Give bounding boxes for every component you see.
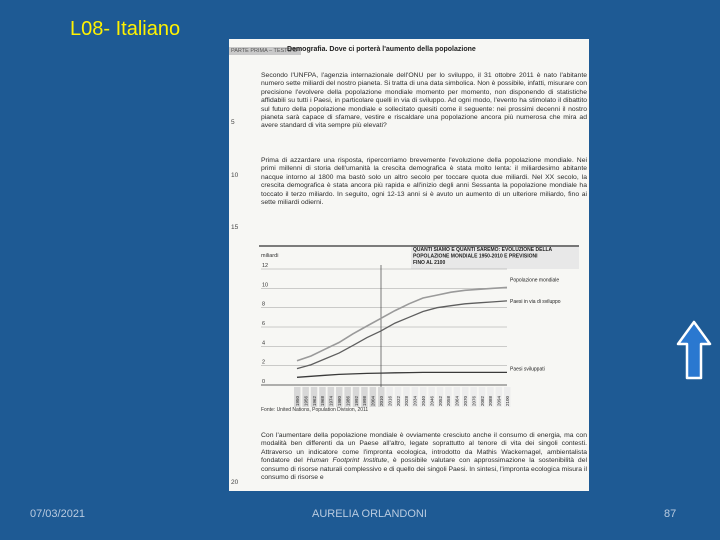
y-tick-label: 6 [262,321,266,327]
line-number-10: 10 [231,172,239,179]
x-tick-label: 2058 [446,395,452,406]
x-tick-label: 1998 [362,395,368,406]
x-tick-label: 1974 [328,395,334,406]
y-tick-label: 10 [262,282,269,289]
line-number-15: 15 [231,224,239,231]
chart-title-line: POPOLAZIONE MONDIALE 1950-2010 E PREVISIONI [413,253,538,260]
x-tick-label: 2004 [370,395,376,406]
x-tick-label: 2046 [429,395,435,406]
x-tick-label: 1992 [353,395,359,406]
chart-title-line: QUANTI SIAMO E QUANTI SAREMO: EVOLUZIONE DELLA [413,247,553,253]
x-tick-label: 2064 [454,395,460,406]
x-tick-label: 2094 [496,395,502,406]
series-line [297,301,507,369]
x-tick-label: 2052 [437,395,443,406]
x-tick-label: 2076 [471,395,477,406]
series-line [297,372,507,377]
chart-title-line: FINO AL 2100 [413,260,446,266]
series-line [297,287,507,360]
x-tick-label: 2088 [488,395,494,406]
y-tick-label: 12 [262,263,269,269]
x-tick-label: 2070 [463,395,468,406]
x-tick-label: 2034 [412,395,418,406]
population-chart [259,245,579,409]
series-label: Popolazione mondiale [510,277,560,284]
y-tick-label: 0 [262,379,266,385]
paragraph-2: Prima di azzardare una risposta, ripercorriamo brevemente l'evoluzione della popolazione mondiale. Nei primi millenni di storia dell'umanità la crescita demografica è stata molto lenta: il miliardesimo abitante nacque intorno al 1800 ma bastò solo un altro secolo per toccare quota due miliardi. Nel XX secolo, la crescita demografica è stata ancora più rapida e all'inizio degli anni Sessanta la popolazione mondiale ha toccato il terzo miliardo. In seguito, ogni 12-13 anni si è avuto un aumento di un ulteriore miliardo, fino ai sette miliardi odierni. [261,157,587,207]
slide-title: L08- Italiano [70,18,181,40]
up-arrow-icon[interactable] [676,320,712,382]
paragraph-3-text-a: Con l'aumentare della popolazione mondiale è ovviamente cresciuto anche il consumo di energia, ma con modalità ben differenti da un Paese all'altro, legate soprattutto al tenore di vita dei singoli contesti. Attraverso un indicatore come l'impronta ecologica, introdotto da Mathis Wackernagel, ambientalista fondatore del [261,432,587,465]
x-tick-label: 2010 [379,395,384,406]
x-tick-label: 2022 [395,395,401,406]
x-tick-label: 1950 [295,395,300,406]
line-number-5: 5 [231,119,235,126]
series-label: Paesi sviluppati [510,366,545,373]
y-tick-label: 2 [262,359,266,366]
paragraph-3 [261,432,587,482]
x-tick-label: 2016 [387,395,393,406]
figure-source: Fonte: United Nations, Population Division, 2011 [261,407,369,413]
document-page [229,39,589,491]
x-tick-label: 1980 [337,395,342,406]
x-tick-label: 1986 [345,395,351,406]
footer-date: 07/03/2021 [30,508,86,520]
x-tick-label: 2040 [421,395,426,406]
paragraph-3-text-b: , è possibile valutare con approssimazione la sostenibilità del consumo di risorse naturali complessivo e di quello dei singoli Paesi. In sintesi, l'impronta ecologica misura il consumo di risorse e [261,457,588,482]
paragraph-1: Secondo l'UNFPA, l'agenzia internazionale dell'ONU per lo sviluppo, il 31 ottobre 2011 è nato l'abitante numero sette miliardi del nostro pianeta. Si tratta di una data simbolica. Non è possibile, infatti, misurare con precisione l'evolvere della popolazione mondiale momento per momento, non disponendo di statistiche affidabili su tutti i Paesi, in particolare quelli in via di sviluppo. Ad ogni modo, l'evento ha stimolato il dibattito sul futuro della popolazione mondiale e sollecitato quesiti come il seguente: nei prossimi decenni il nostro pianeta sarà capace di sfamare, vestire e riscaldare una popolazione ancora più numerosa che mira ad avere standard di vita sempre più elevati? [261,72,587,130]
x-tick-label: 2028 [404,395,410,406]
document-heading: Demografia. Dove ci porterà l'aumento della popolazione [287,46,476,53]
x-tick-label: 1956 [303,395,309,406]
footer-page-number: 87 [664,508,677,520]
x-tick-label: 1962 [311,395,317,406]
footer-author: AURELIA ORLANDONI [312,508,427,520]
line-number-20: 20 [231,479,239,486]
x-tick-label: 2100 [505,395,510,406]
x-tick-label: 2082 [479,395,485,406]
paragraph-3-emphasis: Human Footprint Institute [306,457,388,465]
document-kicker: PARTE PRIMA – TESTO B [229,47,301,55]
x-tick-label: 1968 [320,395,326,406]
series-label: Paesi in via di sviluppo [510,298,561,305]
y-axis-label: miliardi [261,253,279,259]
y-tick-label: 8 [262,301,266,308]
y-tick-label: 4 [262,340,266,347]
